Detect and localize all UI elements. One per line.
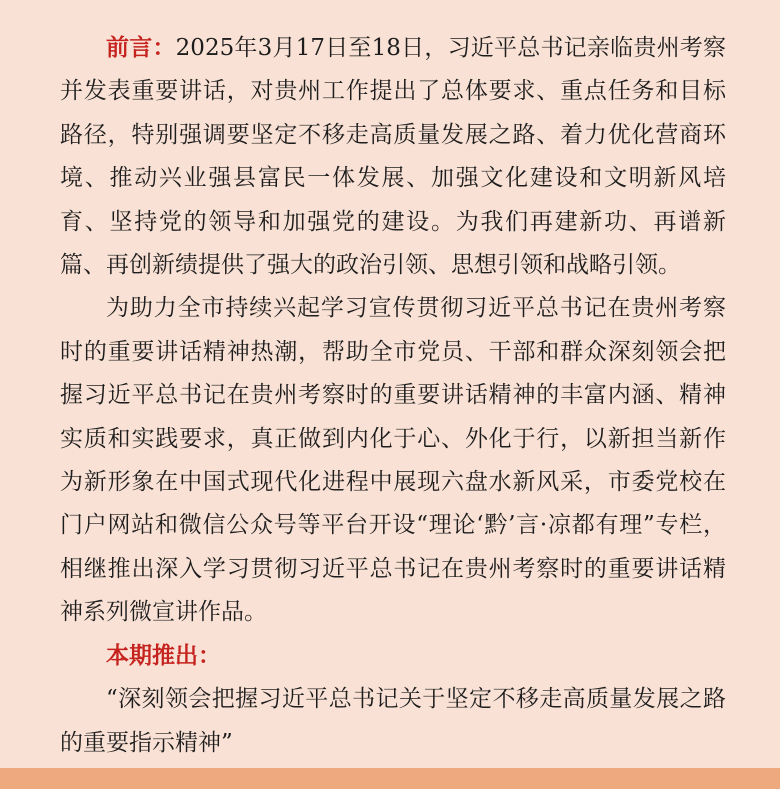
article-body bbox=[60, 27, 726, 765]
intro-paragraph: 为助力全市持续兴起学习宣传贯彻习近平总书记在贵州考察时的重要讲话精神热潮，帮助全市党员、干部和群众深刻领会把握习近平总书记在贵州考察时的重要讲话精神的丰富内涵、精神实质和实践要求，真正做到内化于心、外化于行，以新担当新作为新形象在中国式现代化进程中展现六盘水新风采，市委党校在门户网站和微信公众号等平台开设“理论‘黔’言·凉都有理”专栏，相继推出深入学习贯彻习近平总书记在贵州考察时的重要讲话精神系列微宣讲作品。 bbox=[60, 295, 726, 626]
bottom-decorative-band bbox=[0, 768, 780, 789]
this-issue-label: 本期推出： bbox=[106, 642, 221, 669]
this-issue-title: “深刻领会把握习近平总书记关于坚定不移走高质量发展之路的重要指示精神” bbox=[60, 686, 726, 756]
preface-label: 前言： bbox=[106, 35, 176, 61]
preface-text: 2025年3月17日至18日，习近平总书记亲临贵州考察并发表重要讲话，对贵州工作提出了总体要求、重点任务和目标路径，特别强调要坚定不移走高质量发展之路、着力优化营商环境、推动兴业强县富民一体发展、加强文化建设和文明新风培育、坚持党的领导和加强党的建设。为我们再建新功、再谱新篇、再创新绩提供了强大的政治引领、思想引领和战略引领。 bbox=[60, 35, 727, 279]
preface-paragraph bbox=[60, 27, 726, 287]
